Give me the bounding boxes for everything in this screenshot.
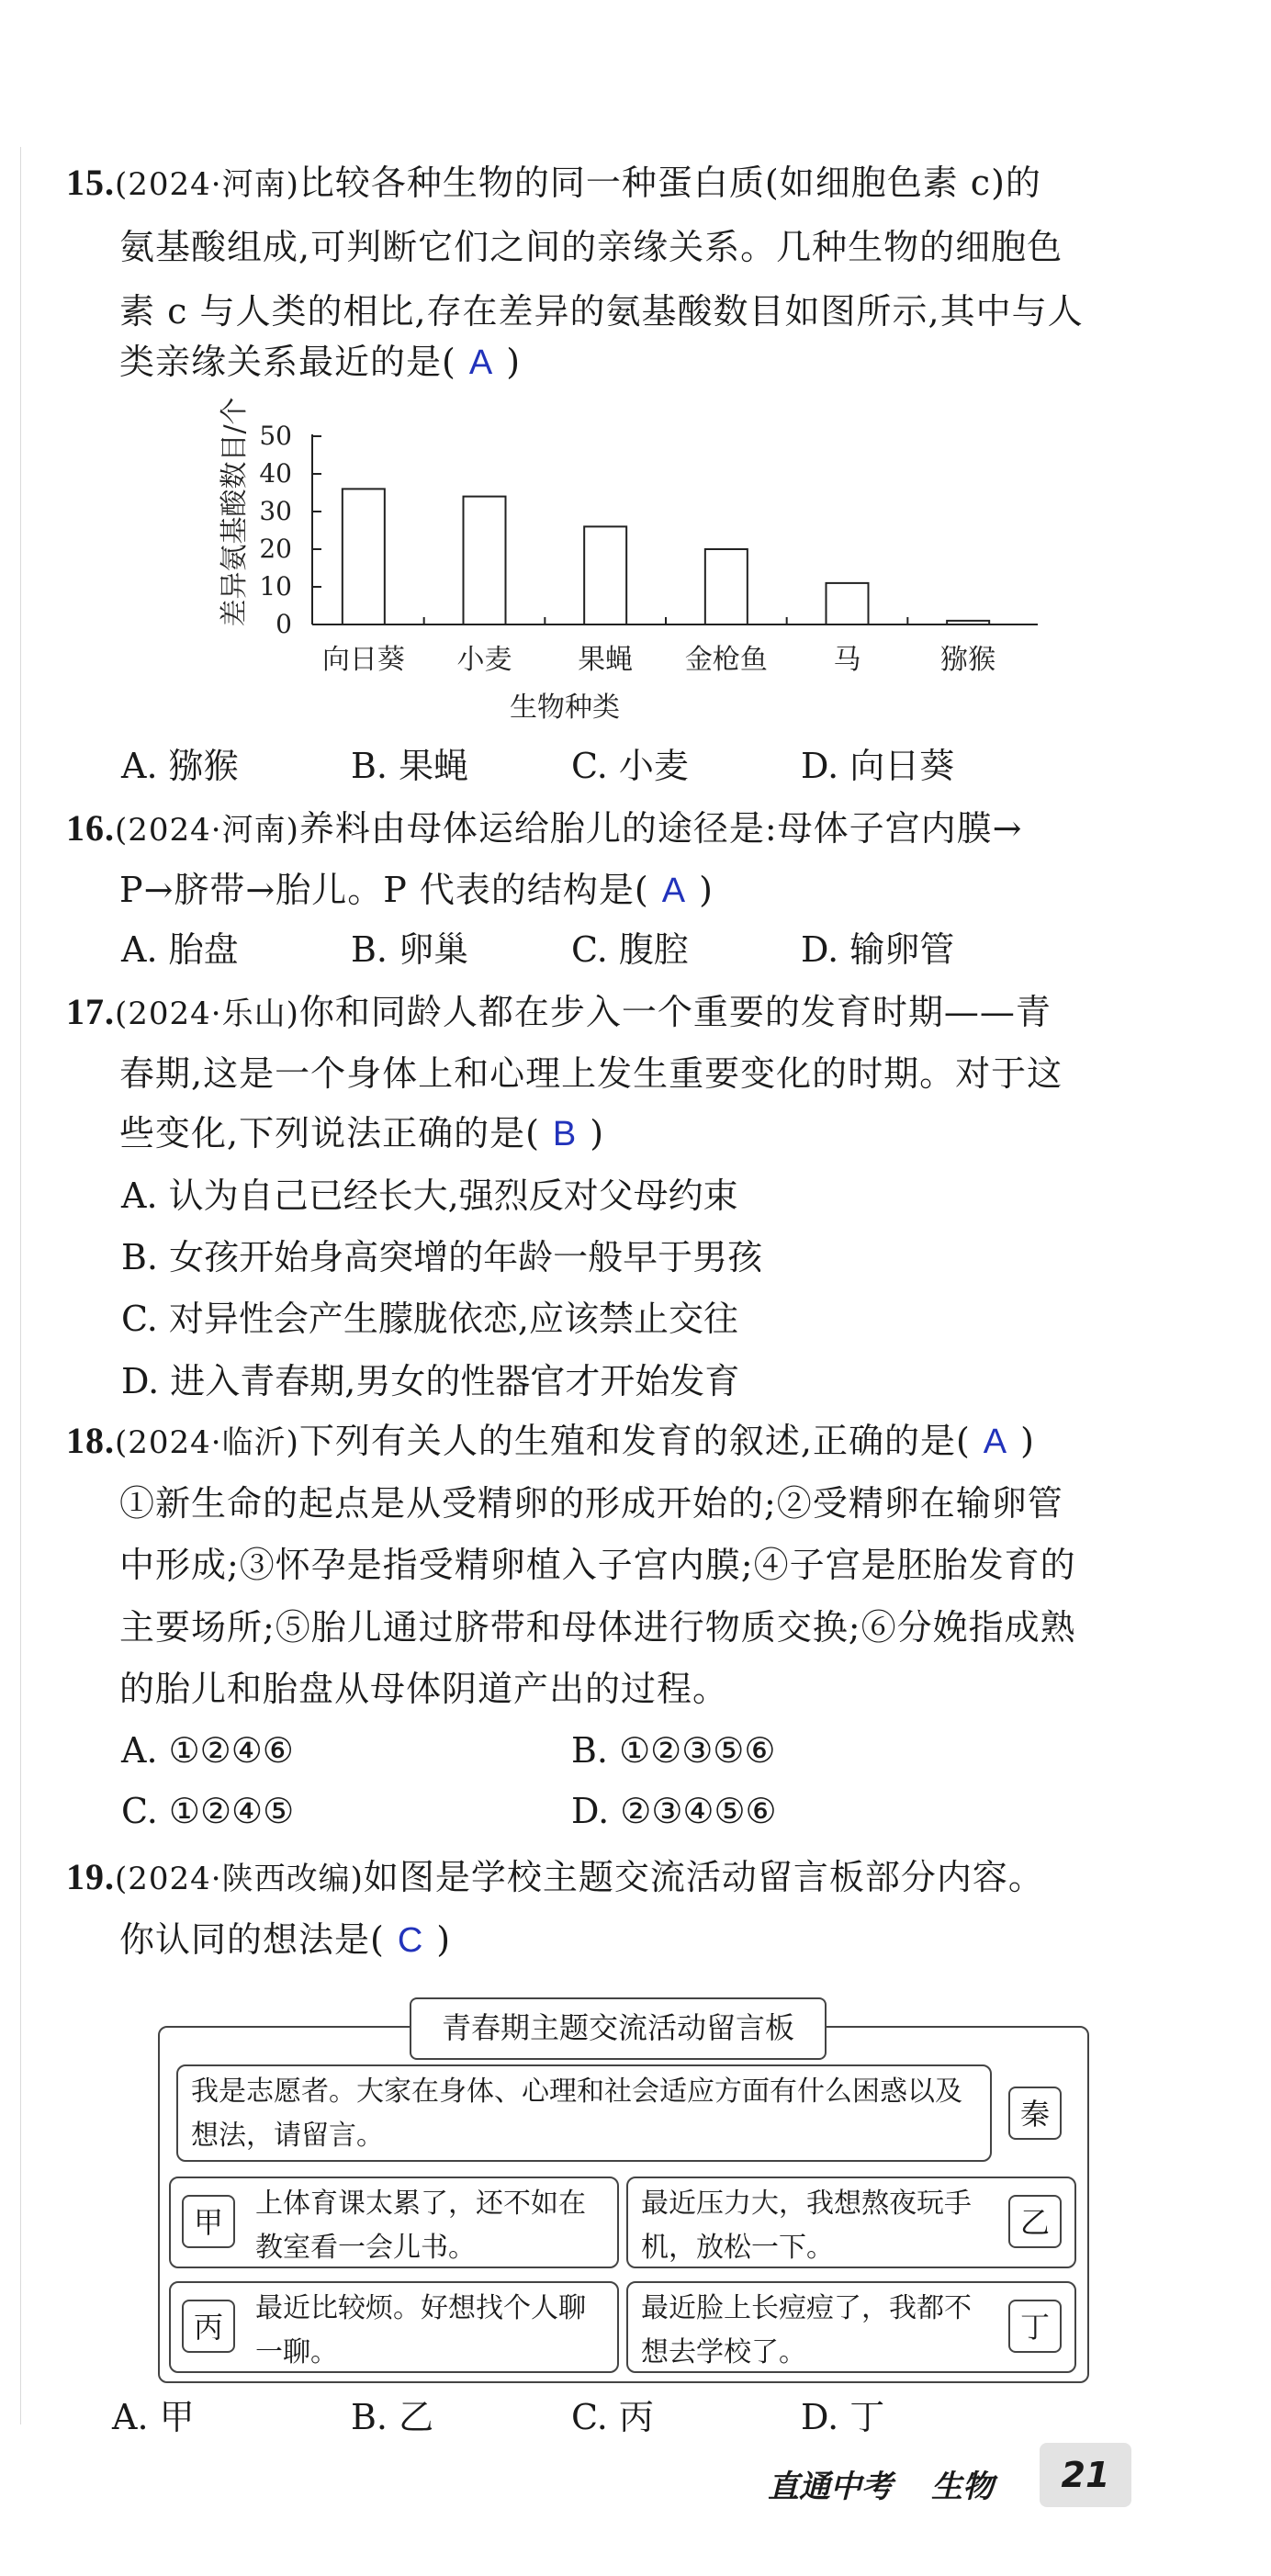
tag-jia: 甲 [182,2195,235,2248]
y-tick-label: 50 [259,421,292,451]
option-b[interactable]: B. 女孩开始身高突增的年龄一般早于男孩 [121,1237,763,1277]
x-tick-label: 果蝇 [578,644,634,676]
question-19-line2: 你认同的想法是( C ) [119,1919,452,1960]
option-a[interactable]: A. ①②④⑥ [121,1730,294,1771]
option-b[interactable]: B. ①②③⑤⑥ [571,1730,776,1771]
question-15-line4: 类亲缘关系最近的是( A ) [119,342,522,382]
bar [705,549,748,624]
question-source: (2024·乐山) [115,996,299,1032]
answer-mark: A [983,1423,1008,1461]
message-yi: 最近压力大，我想熬夜玩手机，放松一下。 [626,2177,1076,2268]
tag-bing: 丙 [182,2300,235,2353]
question-number: 19. [66,1856,115,1897]
message-bing: 最近比较烦。好想找个人聊一聊。 [169,2281,619,2373]
question-18-line2: ①新生命的起点是从受精卵的形成开始的;②受精卵在输卵管 [119,1483,1063,1524]
message-ding: 最近脸上长痘痘了，我都不想去学校了。 [626,2281,1076,2373]
answer-mark: B [552,1115,578,1153]
y-tick-label: 10 [259,571,292,602]
y-tick-label: 20 [259,534,292,564]
question-19-line1: 19.(2024·陕西改编)如图是学校主题交流活动留言板部分内容。 [66,1856,1044,1897]
bar-chart [202,395,1047,735]
answer-mark: C [397,1921,424,1960]
question-18-line3: 中形成;③怀孕是指受精卵植入子宫内膜;④子宫是胚胎发育的 [119,1545,1076,1585]
question-number: 18. [66,1420,115,1461]
bar [343,489,385,624]
question-15-line1: 15.(2024·河南)比较各种生物的同一种蛋白质(如细胞色素 c)的 [66,162,1041,203]
option-a[interactable]: A. 胎盘 [121,929,239,970]
footer-book: 直通中考 [768,2469,893,2505]
question-number: 15. [66,162,115,203]
x-tick-label: 马 [833,644,861,676]
bar [947,621,989,624]
option-c[interactable]: C. 小麦 [571,746,689,786]
message-jia: 上体育课太累了，还不如在教室看一会儿书。 [169,2177,619,2268]
question-number: 17. [66,991,115,1032]
question-18-line5: 的胎儿和胎盘从母体阴道产出的过程。 [119,1669,729,1709]
x-tick-label: 向日葵 [321,644,405,676]
option-c[interactable]: C. 腹腔 [571,929,689,970]
option-b[interactable]: B. 卵巢 [351,929,469,970]
question-16-line2: P→脐带→胎儿。P 代表的结构是( A ) [119,870,714,910]
x-tick-label: 小麦 [456,644,512,676]
question-18-line1: 18.(2024·临沂)下列有关人的生殖和发育的叙述,正确的是( A ) [66,1420,1035,1461]
margin-line [20,147,21,2424]
option-d[interactable]: D. 丁 [801,2397,885,2437]
question-source: (2024·河南) [115,166,299,203]
footer-subject: 生物 [931,2469,994,2505]
question-number: 16. [66,807,115,849]
bar [827,583,869,624]
tag-yi: 乙 [1008,2195,1062,2248]
option-c[interactable]: C. ①②④⑤ [121,1791,295,1831]
bar [584,526,626,624]
board-title: 青春期主题交流活动留言板 [410,1997,827,2060]
option-a[interactable]: A. 甲 [112,2397,195,2437]
option-d[interactable]: D. 输卵管 [801,929,955,970]
question-15-line3: 素 c 与人类的相比,存在差异的氨基酸数目如图所示,其中与人 [119,291,1084,332]
question-source: (2024·临沂) [115,1424,299,1461]
question-15-line2: 氨基酸组成,可判断它们之间的亲缘关系。几种生物的细胞色 [119,227,1063,267]
question-17-line2: 春期,这是一个身体上和心理上发生重要变化的时期。对于这 [119,1053,1063,1094]
option-d[interactable]: D. 向日葵 [801,746,955,786]
x-tick-label: 金枪鱼 [684,644,768,676]
option-c[interactable]: C. 对异性会产生朦胧依恋,应该禁止交往 [121,1299,738,1339]
x-axis-label: 生物种类 [510,692,620,724]
option-c[interactable]: C. 丙 [571,2397,654,2437]
option-b[interactable]: B. 乙 [351,2397,434,2437]
x-tick-label: 猕猴 [940,644,996,676]
answer-mark: A [468,343,494,382]
volunteer-message: 我是志愿者。大家在身体、心理和社会适应方面有什么困惑以及想法，请留言。 [176,2064,992,2162]
question-18-line4: 主要场所;⑤胎儿通过脐带和母体进行物质交换;⑥分娩指成熟 [119,1607,1076,1648]
bar [464,497,506,624]
question-17-line3: 些变化,下列说法正确的是( B ) [119,1113,605,1153]
option-a[interactable]: A. 猕猴 [121,746,239,786]
message-board [158,2026,1089,2383]
y-tick-label: 40 [259,458,292,489]
y-axis-label: 差异氨基酸数目/个 [219,397,251,627]
answer-mark: A [661,872,687,910]
page-number: 21 [1040,2443,1131,2507]
option-a[interactable]: A. 认为自己已经长大,强烈反对父母约束 [121,1176,738,1216]
y-tick-label: 30 [259,496,292,526]
tag-qin: 秦 [1008,2087,1062,2140]
y-tick-label: 0 [276,609,292,639]
option-b[interactable]: B. 果蝇 [351,746,469,786]
tag-ding: 丁 [1008,2300,1062,2353]
option-d[interactable]: D. ②③④⑤⑥ [571,1791,777,1831]
option-d[interactable]: D. 进入青春期,男女的性器官才开始发育 [121,1361,740,1401]
question-source: (2024·河南) [115,812,299,849]
question-17-line1: 17.(2024·乐山)你和同龄人都在步入一个重要的发育时期——青 [66,991,1052,1032]
question-source: (2024·陕西改编) [115,1861,364,1897]
question-16-line1: 16.(2024·河南)养料由母体运给胎儿的途径是:母体子宫内膜→ [66,807,1023,849]
